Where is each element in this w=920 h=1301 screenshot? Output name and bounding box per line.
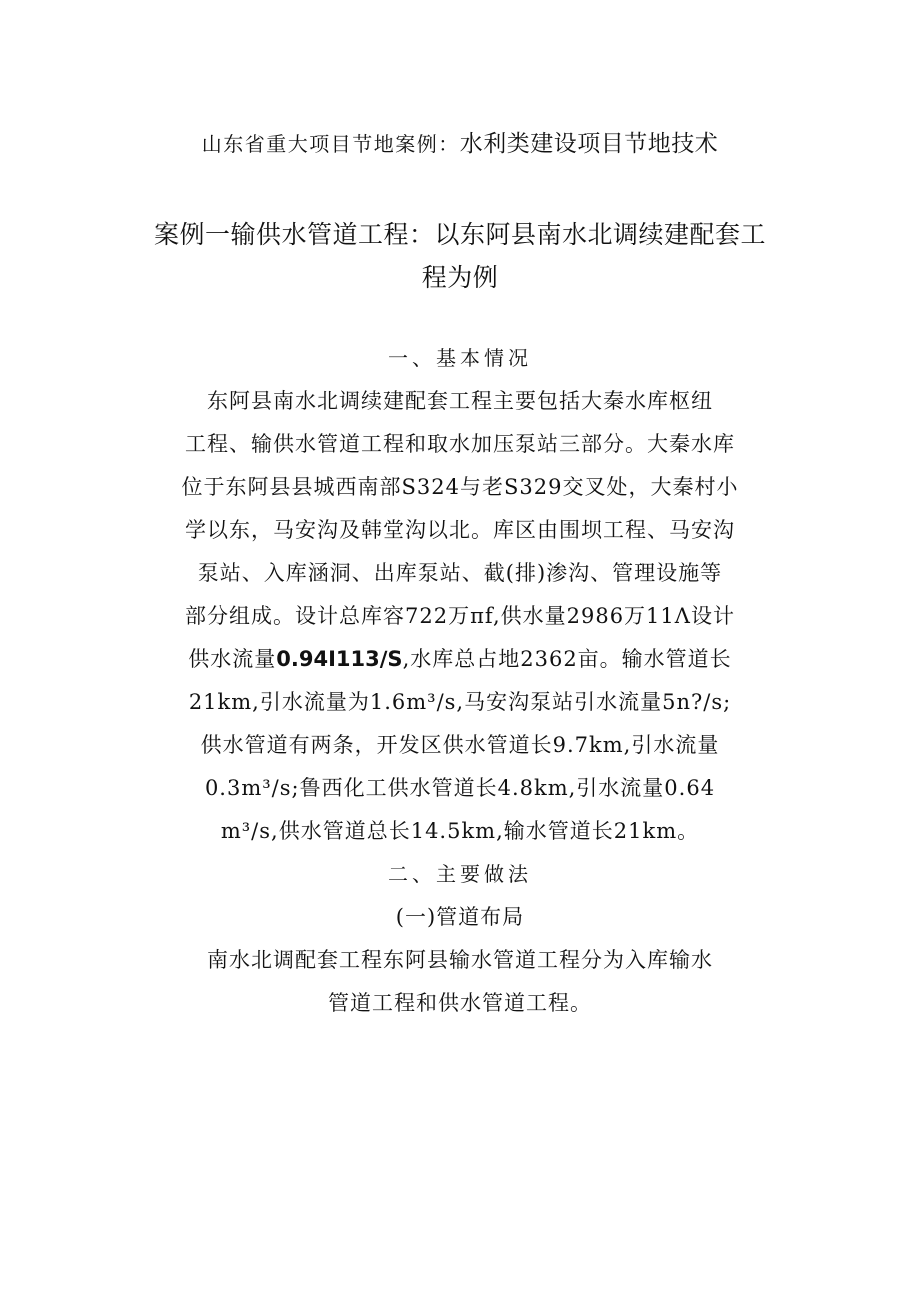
subsection-heading-pipeline-layout: (一)管道布局 (395, 905, 525, 929)
section-heading-basic-info: 一、基本情况 (388, 346, 532, 370)
paragraph-line: 东阿县南水北调续建配套工程主要包括大秦水库枢纽 (207, 389, 713, 413)
paragraph-line: m³/s,供水管道总长14.5km,输水管道长21km。 (220, 819, 700, 843)
flow-text-pre: 供水流量 (188, 647, 277, 671)
paragraph-line: 管道工程和供水管道工程。 (328, 991, 592, 1015)
case-title-line-1: 案例一输供水管道工程：以东阿县南水北调续建配套工 (153, 220, 766, 249)
paragraph-line: 位于东阿县县城西南部S324与老S329交叉处，大秦村小 (181, 475, 739, 499)
paragraph-line: 学以东，马安沟及韩堂沟以北。库区由围坝工程、马安沟 (185, 518, 735, 542)
top-title-prefix: 山东省重大项目节地案例： (201, 132, 460, 156)
document-top-title (0, 130, 920, 158)
paragraph-line-flow (0, 645, 920, 673)
flow-value: 0.94I113∕S (276, 647, 403, 671)
paragraph-line: 泵站、入库涵洞、出库泵站、截(排)渗沟、管理设施等 (197, 561, 723, 585)
case-title-line-2: 程为例 (421, 263, 499, 292)
section-heading-main-methods: 二、主要做法 (388, 862, 532, 886)
paragraph-line: 部分组成。设计总库容722万πf,供水量2986万11Λ设计 (185, 604, 735, 628)
flow-text-post: ,水库总占地2362亩。输水管道长 (402, 647, 732, 671)
paragraph-line: 南水北调配套工程东阿县输水管道工程分为入库输水 (207, 948, 713, 972)
paragraph-line: 供水管道有两条，开发区供水管道长9.7km,引水流量 (200, 733, 720, 757)
paragraph-line: 0.3m³/s;鲁西化工供水管道长4.8km,引水流量0.64 (204, 776, 716, 800)
top-title-suffix: 水利类建设项目节地技术 (459, 131, 719, 157)
paragraph-line: 21km,引水流量为1.6m³/s,马安沟泵站引水流量5n?/s; (188, 690, 732, 714)
paragraph-line: 工程、输供水管道工程和取水加压泵站三部分。大秦水库 (185, 432, 735, 456)
